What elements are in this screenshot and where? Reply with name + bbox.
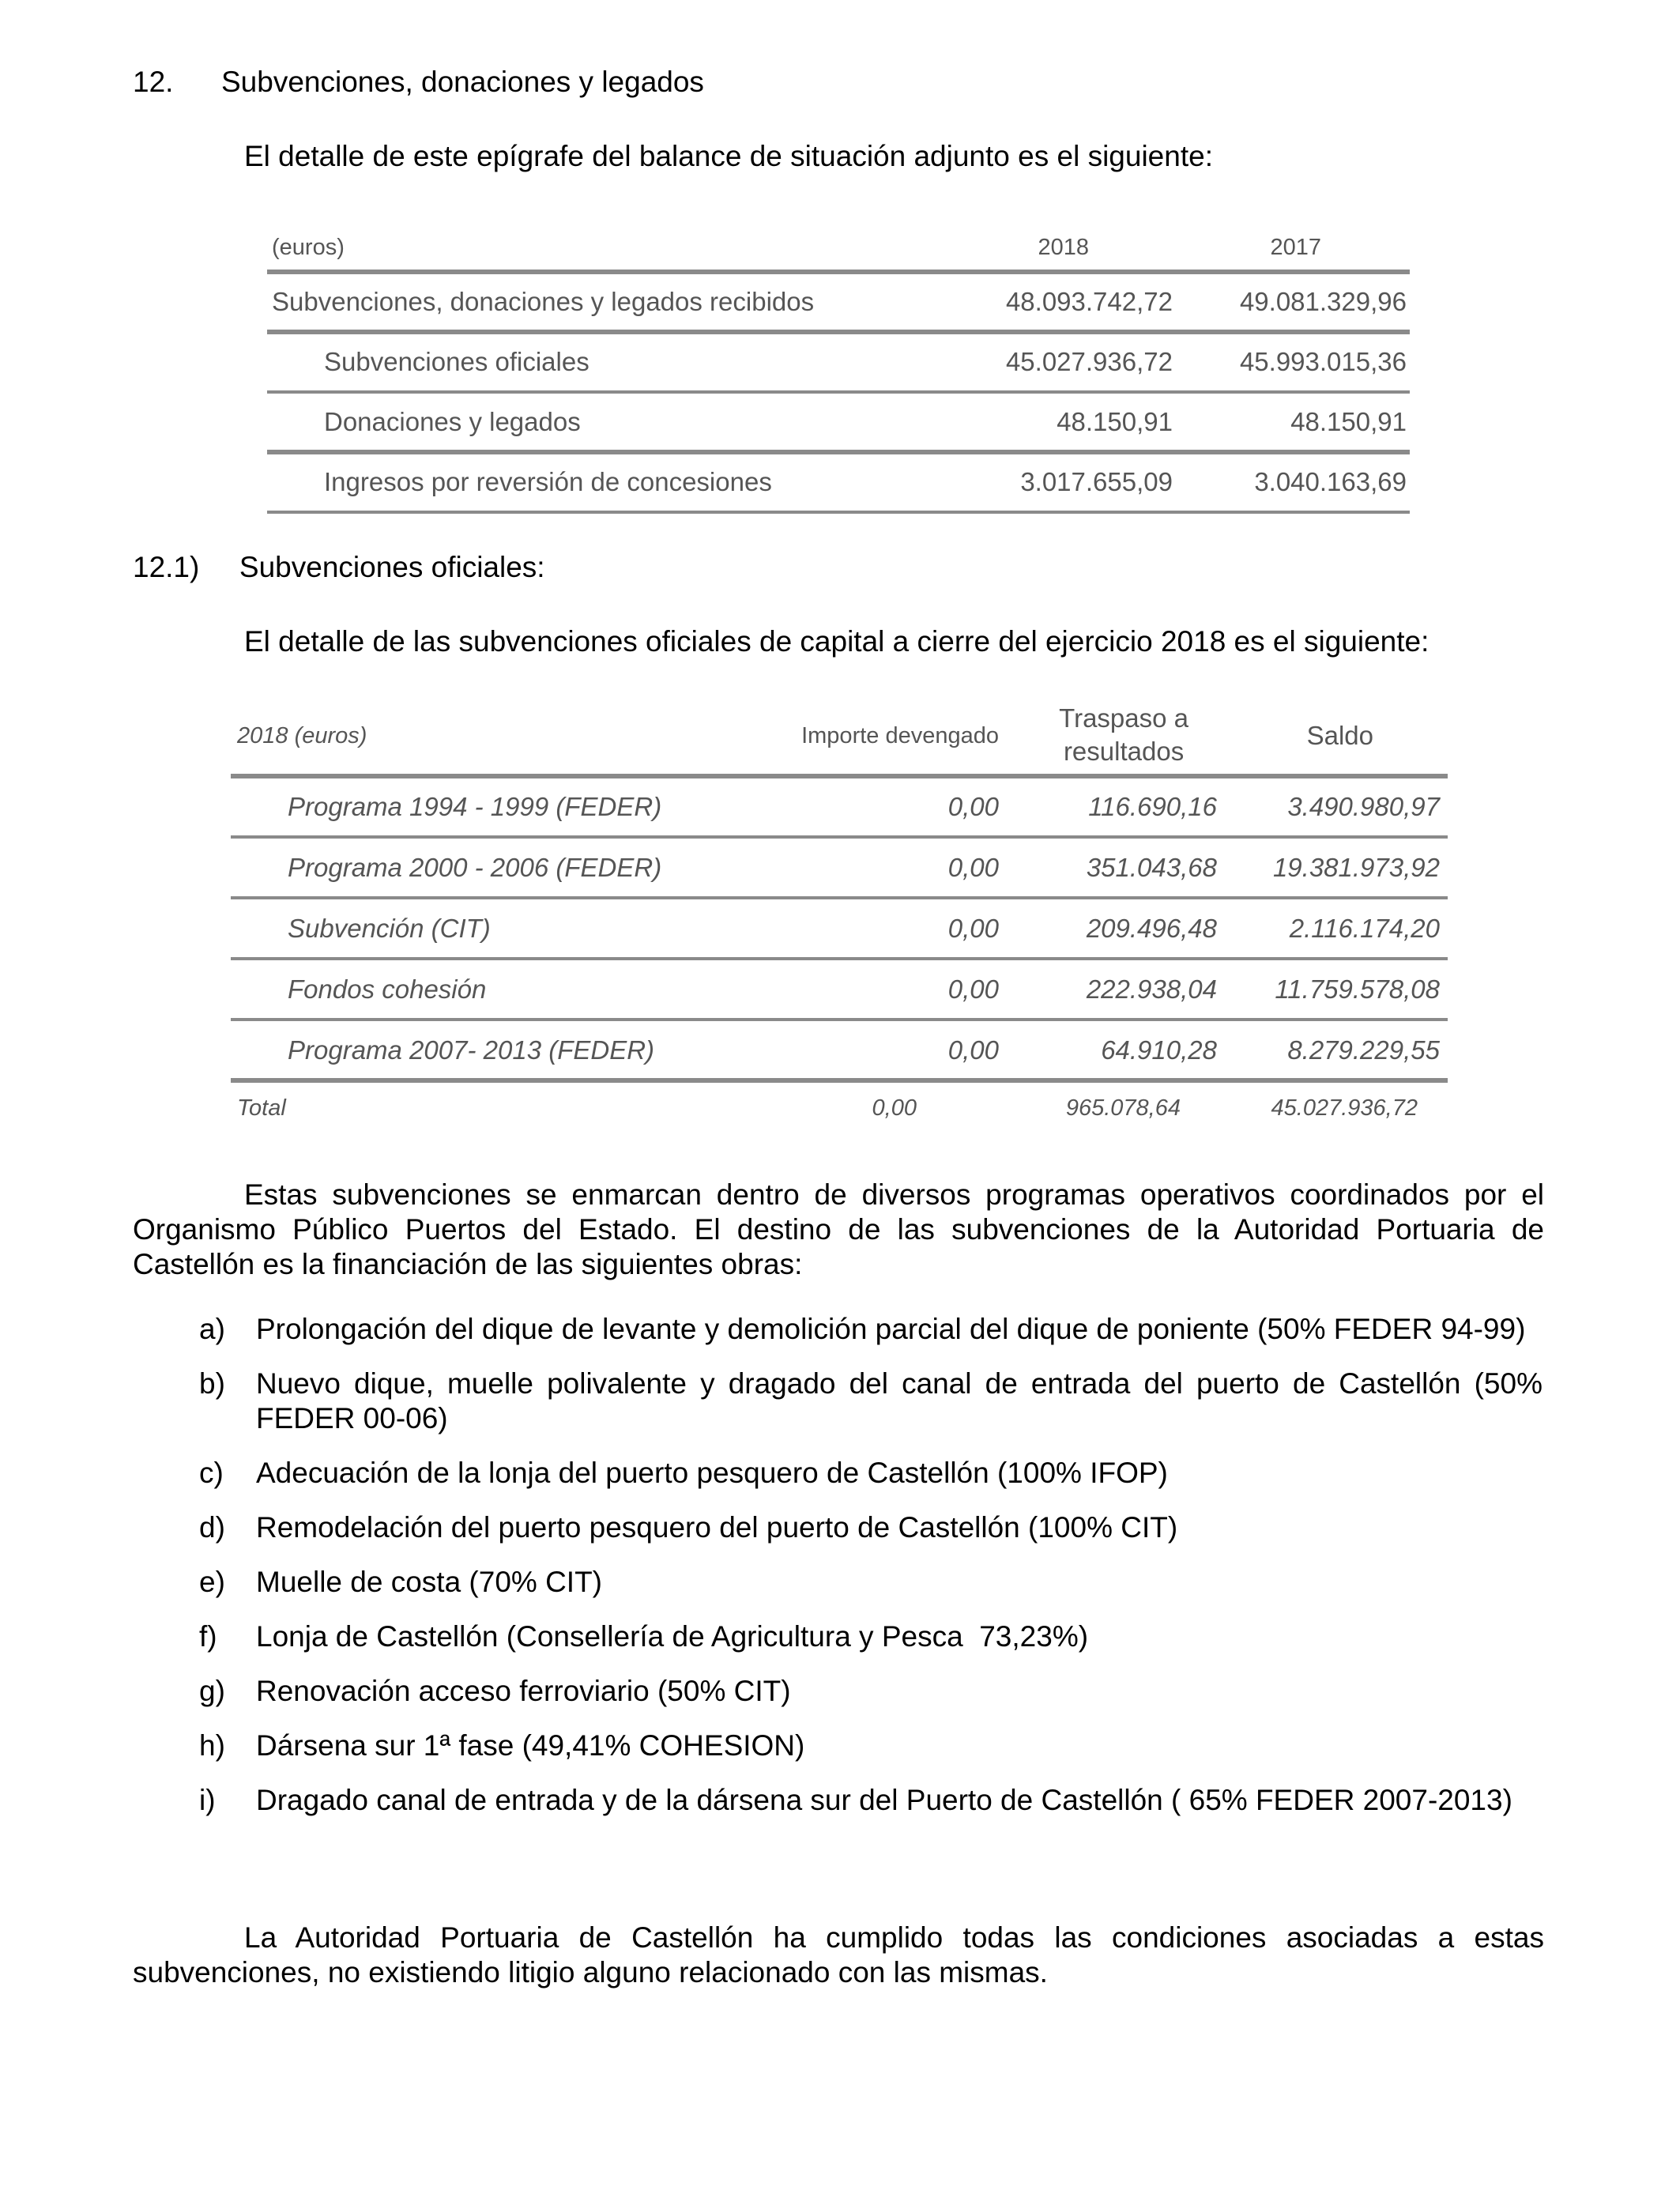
row-saldo: 19.381.973,92 — [1272, 853, 1440, 882]
header-units: (euros) — [272, 235, 345, 260]
list-item — [199, 1367, 1543, 1436]
list-marker: a) — [199, 1313, 225, 1345]
row-value-2018: 3.017.655,09 — [1020, 467, 1173, 496]
table-row — [267, 392, 1410, 452]
list-item — [199, 1674, 1543, 1709]
row-traspaso: 222.938,04 — [1086, 974, 1217, 1004]
body-paragraph-1: Estas subvenciones se enmarcan dentro de diversos programas operativos coordinados por el Organismo Público Puertos del Estado. El destino de las subvenciones de la Autoridad Portuaria de Castellón es la financiación de las siguientes obras: — [133, 1178, 1544, 1280]
row-value-2018: 48.150,91 — [1057, 407, 1173, 436]
list-marker: f) — [199, 1620, 217, 1653]
row-traspaso: 64.910,28 — [1101, 1035, 1217, 1065]
row-label: Programa 2007- 2013 (FEDER) — [288, 1035, 655, 1065]
row-traspaso: 209.496,48 — [1086, 914, 1217, 943]
row-label: Programa 2000 - 2006 (FEDER) — [288, 853, 662, 882]
row-saldo: 11.759.578,08 — [1275, 974, 1440, 1004]
list-item — [199, 1565, 1543, 1600]
row-value-2018: 45.027.936,72 — [1005, 347, 1173, 376]
header-2018: 2018 — [1038, 235, 1089, 260]
section-12-1-heading — [133, 550, 545, 585]
list-item — [199, 1312, 1543, 1347]
row-label: Subvenciones oficiales — [324, 347, 590, 376]
row-value-2017: 49.081.329,96 — [1239, 287, 1407, 316]
body-paragraph-2: La Autoridad Portuaria de Castellón ha cumplido todas las condiciones asociadas a estas subvenciones, no existiendo litigio alguno relacionado con las mismas. — [133, 1921, 1544, 1989]
row-label: Fondos cohesión — [288, 974, 487, 1004]
table-row — [231, 898, 1448, 959]
list-marker: g) — [199, 1675, 225, 1707]
list-text: Dragado canal de entrada y de la dársena sur del Puerto de Castellón ( 65% FEDER 2007-2013) — [256, 1784, 1512, 1816]
row-value-2018: 48.093.742,72 — [1005, 287, 1173, 316]
section-title: Subvenciones oficiales: — [239, 551, 545, 583]
list-text: Adecuación de la lonja del puerto pesquero de Castellón (100% IFOP) — [256, 1457, 1168, 1489]
works-list — [199, 1312, 1543, 1818]
list-marker: b) — [199, 1367, 225, 1400]
table-rule — [267, 511, 1410, 514]
header-traspaso-line2: resultados — [1063, 737, 1185, 766]
header-saldo: Saldo — [1306, 721, 1373, 750]
list-item — [199, 1456, 1543, 1491]
header-2017: 2017 — [1270, 235, 1321, 260]
total-saldo: 45.027.936,72 — [1271, 1095, 1418, 1121]
row-value-2017: 45.993.015,36 — [1239, 347, 1407, 376]
header-traspaso-line1: Traspaso a — [1059, 703, 1188, 733]
section-12-1-intro: El detalle de las subvenciones oficiales de capital a cierre del ejercicio 2018 es el siguiente: — [244, 625, 1430, 658]
section-12-heading — [133, 65, 704, 100]
table-row — [231, 1020, 1448, 1080]
table-row — [267, 452, 1410, 512]
row-saldo: 8.279.229,55 — [1287, 1035, 1440, 1065]
table-total-row — [231, 1080, 1448, 1136]
table-row — [231, 837, 1448, 898]
row-importe: 0,00 — [947, 974, 999, 1004]
section-12-intro: El detalle de este epígrafe del balance de situación adjunto es el siguiente: — [244, 140, 1213, 172]
list-marker: h) — [199, 1729, 225, 1762]
list-text: Remodelación del puerto pesquero del puerto de Castellón (100% CIT) — [256, 1511, 1178, 1544]
row-importe: 0,00 — [947, 914, 999, 943]
table-row — [267, 332, 1410, 392]
row-value-2017: 48.150,91 — [1290, 407, 1407, 436]
row-importe: 0,00 — [947, 792, 999, 821]
row-label: Subvención (CIT) — [288, 914, 491, 943]
table-header-row — [267, 223, 1410, 272]
list-marker: i) — [199, 1784, 216, 1816]
list-item — [199, 1783, 1543, 1818]
subsidies-table — [231, 696, 1448, 1136]
list-marker: e) — [199, 1566, 225, 1598]
table-row — [231, 959, 1448, 1020]
table-row — [231, 776, 1448, 837]
table-header-row — [231, 696, 1448, 776]
list-marker: c) — [199, 1457, 224, 1489]
balance-table — [267, 223, 1410, 512]
total-traspaso: 965.078,64 — [1065, 1095, 1181, 1121]
list-item — [199, 1510, 1543, 1545]
row-saldo: 3.490.980,97 — [1287, 792, 1440, 821]
total-importe: 0,00 — [872, 1095, 917, 1121]
row-importe: 0,00 — [947, 1035, 999, 1065]
list-marker: d) — [199, 1511, 225, 1544]
table-row — [267, 272, 1410, 332]
row-label: Programa 1994 - 1999 (FEDER) — [288, 792, 662, 821]
section-title: Subvenciones, donaciones y legados — [221, 66, 704, 98]
list-text: Prolongación del dique de levante y demolición parcial del dique de poniente (50% FEDER 94-99) — [256, 1313, 1526, 1345]
list-text: Nuevo dique, muelle polivalente y dragado del canal de entrada del puerto de Castellón (50% FEDER 00-06) — [256, 1367, 1543, 1434]
row-label: Subvenciones, donaciones y legados recibidos — [272, 287, 815, 316]
row-label: Donaciones y legados — [324, 407, 581, 436]
list-text: Dársena sur 1ª fase (49,41% COHESION) — [256, 1729, 805, 1762]
row-value-2017: 3.040.163,69 — [1254, 467, 1407, 496]
header-importe: Importe devengado — [801, 723, 999, 748]
section-number: 12.1) — [133, 551, 200, 583]
list-text: Muelle de costa (70% CIT) — [256, 1566, 603, 1598]
list-item — [199, 1619, 1543, 1654]
row-importe: 0,00 — [947, 853, 999, 882]
header-year-units: 2018 (euros) — [237, 723, 367, 748]
section-number: 12. — [133, 66, 174, 98]
row-traspaso: 116.690,16 — [1088, 792, 1217, 821]
list-text: Renovación acceso ferroviario (50% CIT) — [256, 1675, 791, 1707]
total-label: Total — [237, 1095, 286, 1121]
row-label: Ingresos por reversión de concesiones — [324, 467, 772, 496]
header-traspaso — [1059, 702, 1188, 768]
row-saldo: 2.116.174,20 — [1289, 914, 1440, 943]
row-traspaso: 351.043,68 — [1086, 853, 1217, 882]
list-text: Lonja de Castellón (Consellería de Agricultura y Pesca 73,23%) — [256, 1620, 1089, 1653]
list-item — [199, 1728, 1543, 1763]
